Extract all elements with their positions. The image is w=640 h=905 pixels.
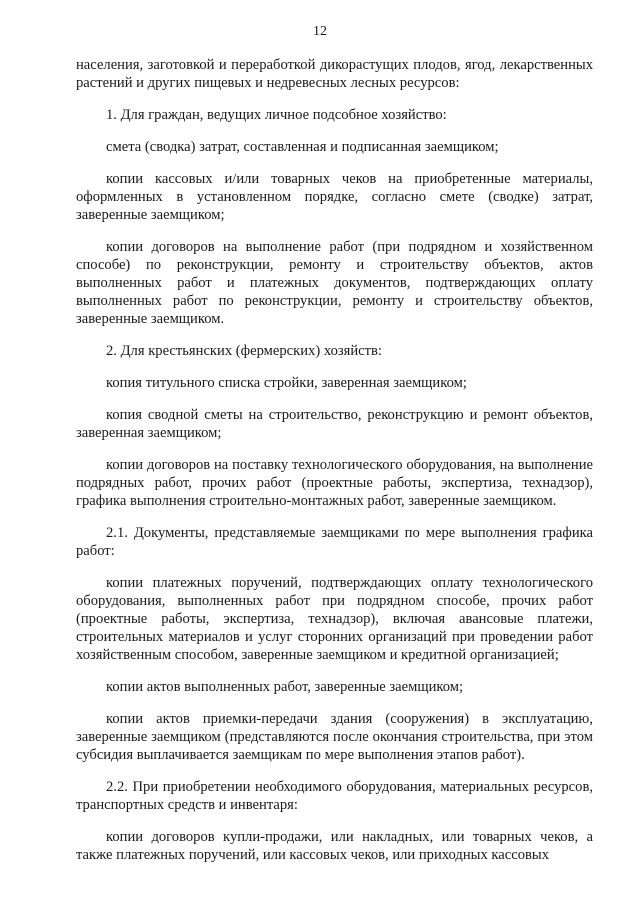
- paragraph: смета (сводка) затрат, составленная и подписанная заемщиком;: [106, 139, 499, 155]
- paragraph: копии кассовых и/или товарных чеков на приобретенные материалы, оформленных в установленном порядке, согласно смете (сводке) затрат, заверенные заемщиком;: [76, 171, 593, 223]
- section-heading-2-1: 2.1. Документы, представляемые заемщиками по мере выполнения графика работ:: [76, 525, 593, 559]
- paragraph: копия сводной сметы на строительство, реконструкцию и ремонт объектов, заверенная заемщиком;: [76, 407, 593, 441]
- section-heading-2-2: 2.2. При приобретении необходимого оборудования, материальных ресурсов, транспортных средств и инвентаря:: [76, 779, 593, 813]
- document-body: [76, 56, 593, 864]
- paragraph-continuation: населения, заготовкой и переработкой дикорастущих плодов, ягод, лекарственных растений и других пищевых и недревесных лесных ресурсов:: [76, 57, 593, 91]
- page-number: 12: [313, 24, 327, 39]
- paragraph: копии договоров на выполнение работ (при подрядном и хозяйственном способе) по реконструкции, ремонту и строительству объектов, актов выполненных работ и платежных документов, подтверждающих оплату выполненных работ по реконструкции, ремонту и строительству объектов, заверенные заемщиком.: [76, 239, 593, 327]
- paragraph-continues: копии договоров купли-продажи, или накладных, или товарных чеков, а также платежных поручений, или кассовых чеков, или приходных кассовых: [76, 829, 593, 863]
- paragraph: копии актов приемки-передачи здания (сооружения) в эксплуатацию, заверенные заемщиком (представляются после окончания строительства, при этом субсидия выплачивается заемщикам по мере выполнения этапов работ).: [76, 711, 593, 763]
- paragraph: копии договоров на поставку технологического оборудования, на выполнение подрядных работ, прочих работ (проектные работы, экспертиза, технадзор), графика выполнения строительно-монтажных работ, заверенные заемщиком.: [76, 457, 593, 509]
- section-heading-1: 1. Для граждан, ведущих личное подсобное хозяйство:: [106, 107, 447, 123]
- paragraph: копии актов выполненных работ, заверенные заемщиком;: [106, 679, 464, 695]
- paragraph: копия титульного списка стройки, заверенная заемщиком;: [106, 375, 467, 391]
- section-heading-2: 2. Для крестьянских (фермерских) хозяйств:: [106, 343, 382, 359]
- paragraph: копии платежных поручений, подтверждающих оплату технологического оборудования, выполненных работ при подрядном способе, прочих работ (проектные работы, экспертиза, технадзор), включая авансовые платежи, строительных материалов и услуг сторонних организаций при проведении работ хозяйственным способом, заверенные заемщиком и кредитной организацией;: [76, 575, 593, 663]
